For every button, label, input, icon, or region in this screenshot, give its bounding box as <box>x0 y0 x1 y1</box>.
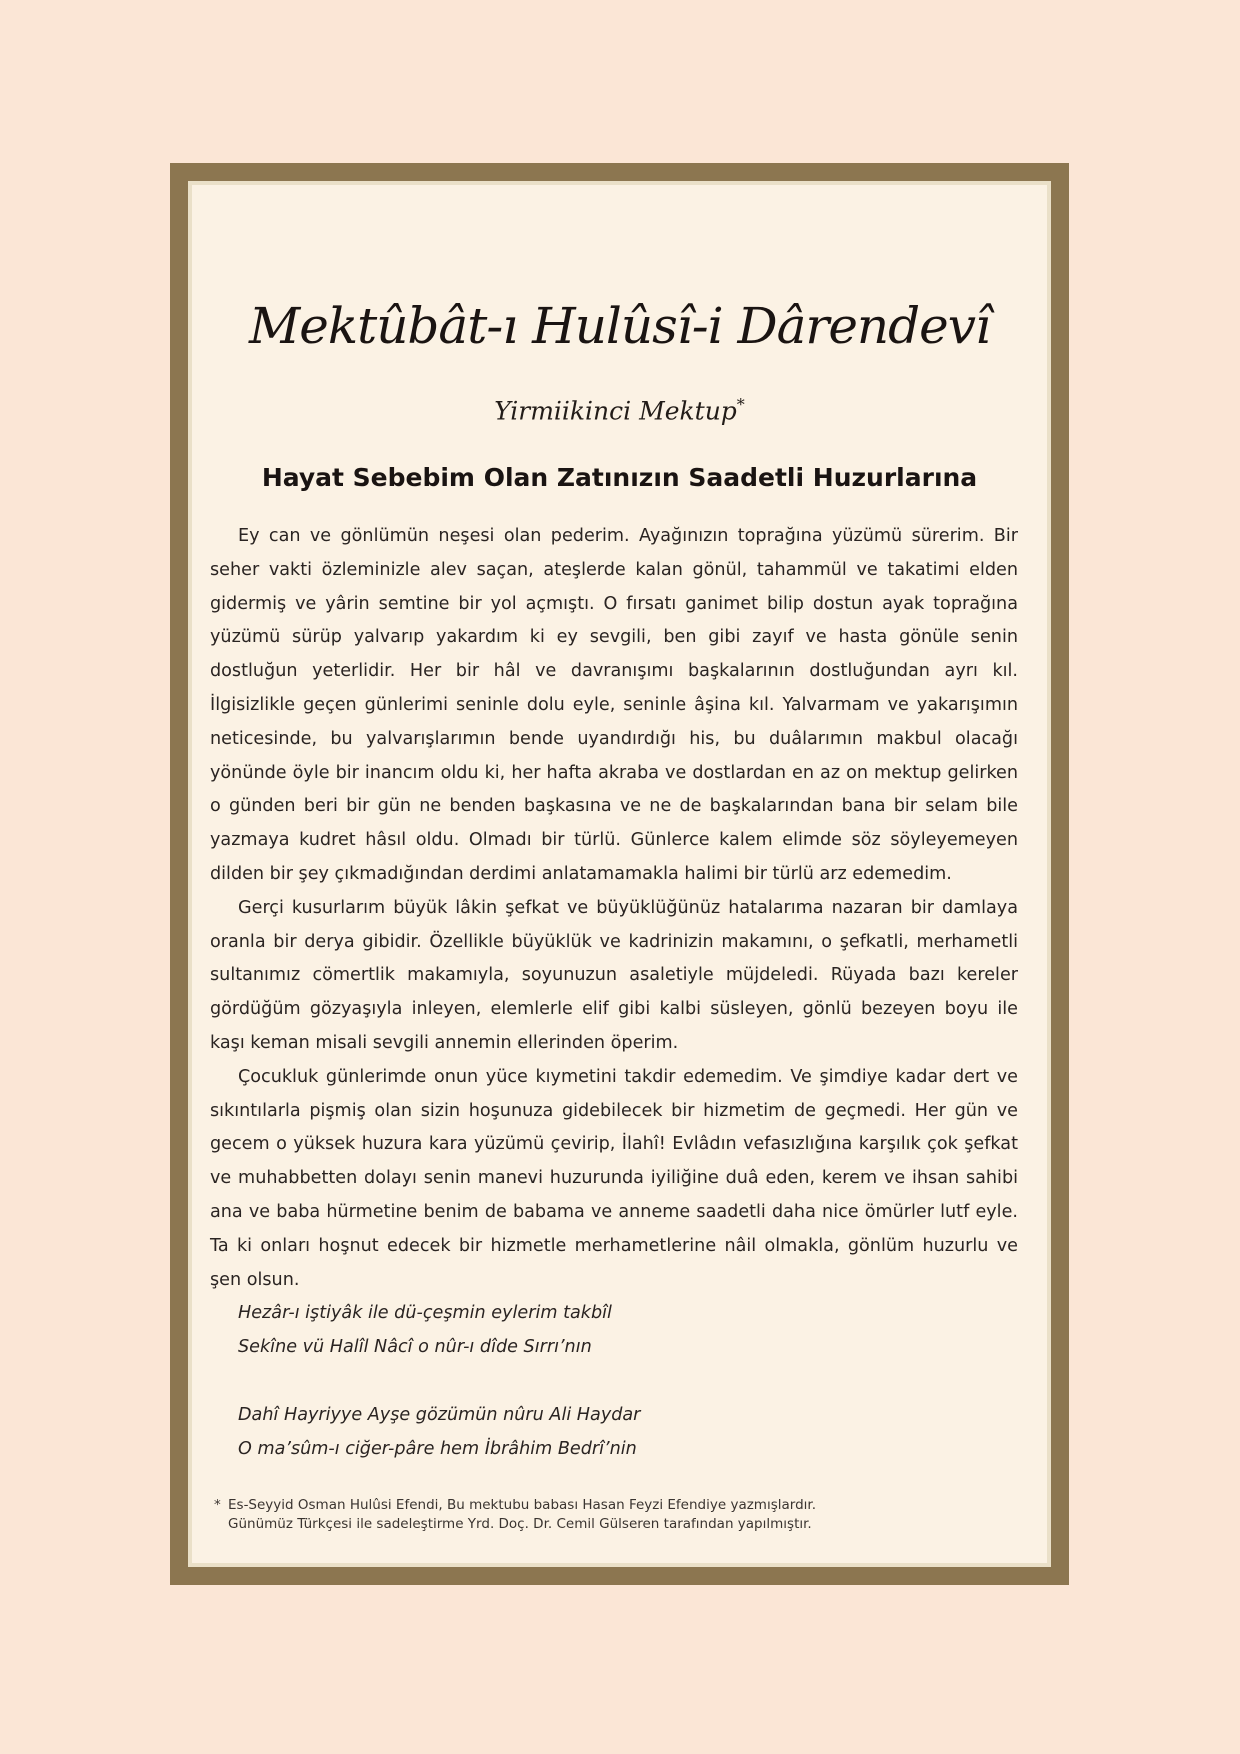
letter-panel <box>192 185 1047 1563</box>
footnote-line <box>214 1496 1014 1515</box>
letter-body <box>210 520 1018 1466</box>
footnote-reference-mark: * <box>736 395 745 414</box>
footnote-text: Günümüz Türkçesi ile sadeleştirme Yrd. Doç. Dr. Cemil Gülseren tarafından yapılmıştır. <box>228 1516 812 1532</box>
verse-line: Hezâr-ı iştiyâk ile dü-çeşmin eylerim takbîl <box>238 1303 612 1324</box>
paragraph: Çocukluk günlerimde onun yüce kıymetini takdir edemedim. Ve şimdiye kadar dert ve sıkıntılarla pişmiş olan sizin hoşunuza gidebilecek bir hizmetim de geçmedi. Her gün ve gecem o yüksek huzura kara yüzümü çevirip, İlahî! Evlâdın vefasızlığına karşılık çok şefkat ve muhabbetten dolayı senin manevi huzurunda iyiliğine duâ eden, kerem ve ihsan sahibi ana ve baba hürmetine benim de babama ve anneme saadetli daha nice ömürler lutf eyle. Ta ki onları hoşnut edecek bir hizmetle merhametlerine nâil olmakla, gönlüm huzurlu ve şen olsun. <box>210 1066 1018 1290</box>
paragraph: Gerçi kusurlarım büyük lâkin şefkat ve büyüklüğünüz hatalarıma nazaran bir damlaya oranla bir derya gibidir. Özellikle büyüklük ve kadrinizin makamını, o şefkatli, merhametli sultanımız cömertlik makamıyla, soyunuzun asaletiyle müjdeledi. Rüyada bazı kereler gördüğüm gözyaşıyla inleyen, elemlerle elif gibi kalbi süsleyen, gönlü bezeyen boyu ile kaşı keman misali sevgili annemin ellerinden öperim. <box>210 897 1018 1053</box>
page-border-frame <box>170 163 1069 1585</box>
stanza-gap <box>210 1365 1018 1399</box>
letter-number <box>192 395 1047 425</box>
letter-heading: Hayat Sebebim Olan Zatınızın Saadetli Huzurlarına <box>261 463 978 492</box>
footnote-mark: * <box>214 1497 221 1513</box>
footnote-line <box>214 1515 1014 1534</box>
verse-line: O ma’sûm-ı ciğer-pâre hem İbrâhim Bedrî’nin <box>238 1438 637 1459</box>
footnote <box>214 1496 1014 1534</box>
verse-line: Dahî Hayriyye Ayşe gözümün nûru Ali Haydar <box>238 1404 641 1425</box>
paragraph: Ey can ve gönlümün neşesi olan pederim. Ayağınızın toprağına yüzümü sürerim. Bir seher vakti özleminizle alev saçan, ateşlerde kalan gönül, tahammül ve takatimi elden gidermiş ve yârin semtine bir yol açmıştı. O fırsatı ganimet bilip dostun ayak toprağına yüzümü sürüp yalvarıp yakardım ki ey sevgili, ben gibi zayıf ve hasta gönüle senin dostluğun yeterlidir. Her bir hâl ve davranışımı başkalarının dostluğundan ayrı kıl. İlgisizlikle geçen günlerimi seninle dolu eyle, seninle âşina kıl. Yalvarmam ve yakarışımın neticesinde, bu yalvarışlarımın bende uyandırdığı his, bu duâlarımın makbul olacağı yönünde öyle bir inancım oldu ki, her hafta akraba ve dostlardan en az on mektup gelirken o günden beri bir gün ne benden başkasına ve ne de başkalarından bana bir selam bile yazmaya kudret hâsıl oldu. Olmadı bir türlü. Günlerce kalem elimde söz söyleyemeyen dilden bir şey çıkmadığından derdimi anlatamamakla halimi bir türlü arz edemedim. <box>210 526 1018 884</box>
book-title: Mektûbât-ı Hulûsî-i Dârendevî <box>249 297 990 355</box>
footnote-text: Es-Seyyid Osman Hulûsi Efendi, Bu mektubu babası Hasan Feyzi Efendiye yazmışlardır. <box>228 1497 816 1513</box>
verse-line: Sekîne vü Halîl Nâcî o nûr-ı dîde Sırrı’nın <box>238 1337 592 1358</box>
letter-number-text: Yirmiikinci Mektup <box>494 396 737 426</box>
